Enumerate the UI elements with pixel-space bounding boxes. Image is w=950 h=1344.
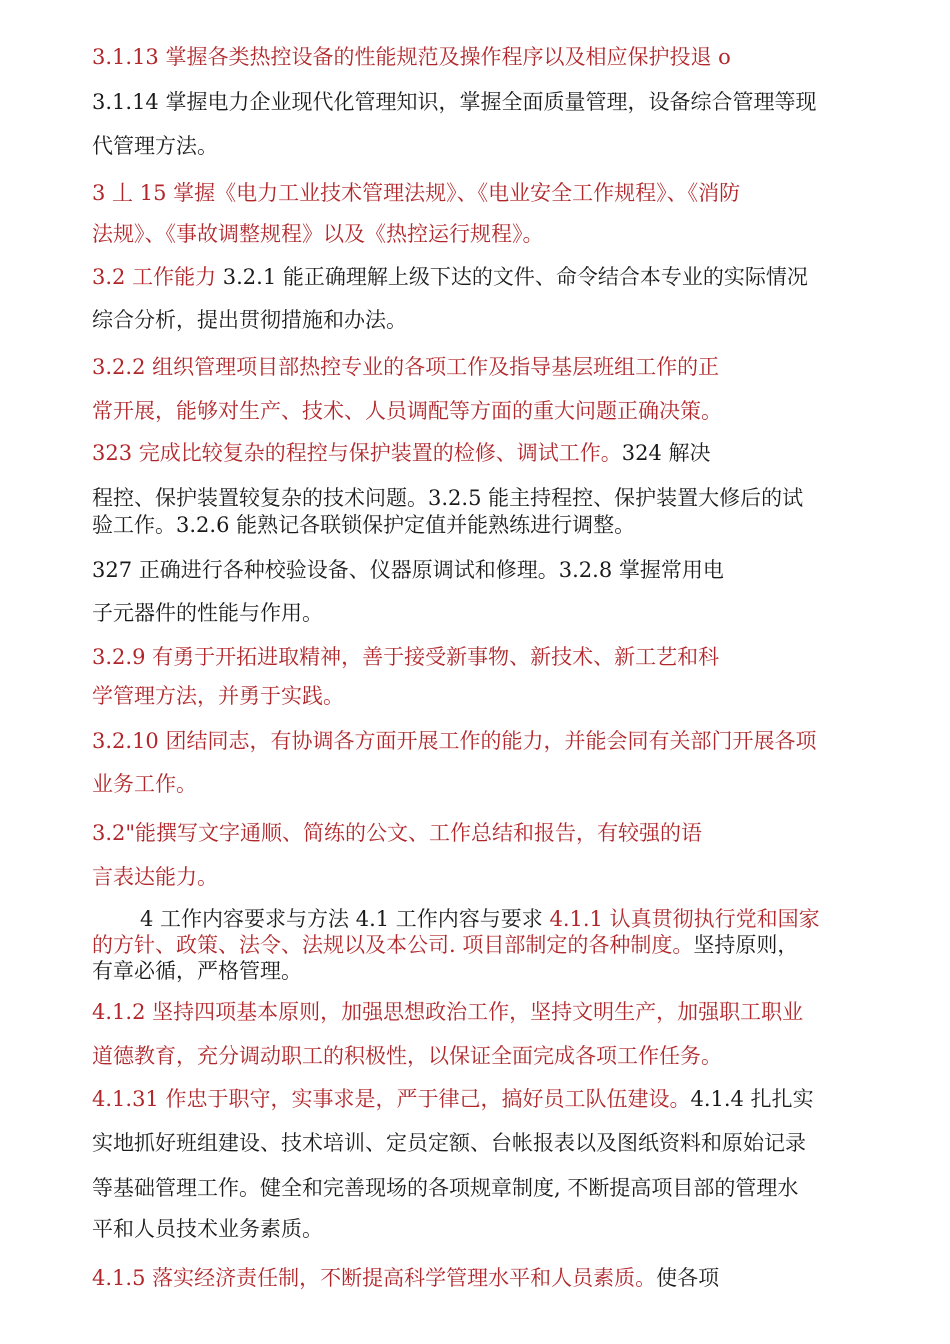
text-span: 3 丄 15 掌握《电力工业技术管理法规》、《电业安全工作规程》、《消防 — [92, 181, 741, 205]
text-line — [92, 440, 711, 466]
text-span: 业务工作。 — [92, 772, 197, 796]
text-span: 4.1.1 认真贯彻执行党和国家 — [549, 907, 820, 931]
text-span: 323 完成比较复杂的程控与保护装置的检修、调试工作。 — [92, 441, 622, 465]
text-span: 3.2.1 能正确理解上级下达的文件、命令结合本专业的实际情况 — [222, 265, 808, 289]
text-span: 有章必循，严格管理。 — [92, 959, 302, 983]
text-span: 学管理方法，并勇于实践。 — [92, 684, 344, 708]
text-line — [92, 644, 719, 670]
text-line — [92, 771, 197, 797]
text-span: 4.1.31 作忠于职守，实事求是，严于律己，搞好员工队伍建设。 — [92, 1087, 691, 1111]
text-span: 327 正确进行各种校验设备、仪器原调试和修理。3.2.8 掌握常用电 — [92, 558, 724, 582]
text-line — [92, 820, 702, 846]
text-line — [92, 683, 344, 709]
text-span: 3.1.14 掌握电力企业现代化管理知识，掌握全面质量管理，设备综合管理等现 — [92, 90, 817, 114]
text-line — [92, 958, 302, 984]
text-line — [92, 354, 719, 380]
text-span: 道德教育，充分调动职工的积极性，以保证全面完成各项工作任务。 — [92, 1044, 722, 1068]
text-line — [92, 307, 407, 333]
text-span: 3.2.10 团结同志，有协调各方面开展工作的能力，并能会同有关部门开展各项 — [92, 729, 817, 753]
text-line — [92, 600, 323, 626]
text-span: 实地抓好班组建设、技术培训、定员定额、台帐报表以及图纸资料和原始记录 — [92, 1131, 806, 1155]
text-span: 坚持原则， — [693, 933, 799, 957]
text-span: 综合分析，提出贯彻措施和办法。 — [92, 308, 407, 332]
text-span: 4.1.2 坚持四项基本原则，加强思想政治工作，坚持文明生产，加强职工职业 — [92, 1000, 804, 1024]
text-line — [92, 1216, 323, 1242]
text-line — [92, 485, 803, 511]
text-span: 的方针、政策、法令、法规以及本公司. 项目部制定的各种制度。 — [92, 933, 694, 957]
text-span: 法规》、《事故调整规程》以及《热控运行规程》。 — [92, 222, 544, 246]
text-line — [92, 1086, 814, 1112]
text-line — [92, 264, 808, 290]
text-line — [92, 1130, 806, 1156]
text-line — [92, 1175, 798, 1201]
text-span: 使各项 — [656, 1266, 720, 1290]
text-line — [92, 89, 816, 115]
text-span: 3.2.2 组织管理项目部热控专业的各项工作及指导基层班组工作的正 — [92, 355, 720, 379]
text-line — [92, 398, 722, 424]
text-line — [92, 1265, 719, 1291]
text-span: 常开展，能够对生产、技术、人员调配等方面的重大问题正确决策。 — [92, 399, 722, 423]
text-span: 3.2 工作能力 — [92, 265, 223, 289]
text-line — [92, 864, 218, 890]
text-line — [92, 44, 731, 70]
text-span: 言表达能力。 — [92, 865, 218, 889]
text-line — [92, 1043, 722, 1069]
text-span: 3.2.9 有勇于开拓进取精神，善于接受新事物、新技术、新工艺和科 — [92, 645, 720, 669]
text-span: 3.2"能撰写文字通顺、简练的公文、工作总结和报告，有较强的语 — [92, 821, 703, 845]
text-line — [92, 133, 218, 159]
text-line — [92, 728, 816, 754]
text-span: 4.1.4 扎扎实 — [690, 1087, 814, 1111]
text-span: 程控、保护装置较复杂的技术问题。3.2.5 能主持程控、保护装置大修后的试 — [92, 486, 804, 510]
text-span: 4 工作内容要求与方法 4.1 工作内容与要求 — [140, 907, 550, 931]
text-span: 平和人员技术业务素质。 — [92, 1217, 323, 1241]
text-line — [92, 180, 740, 206]
text-line — [92, 932, 798, 958]
text-span: 子元器件的性能与作用。 — [92, 601, 323, 625]
text-span: 代管理方法。 — [92, 134, 218, 158]
text-span: 验工作。3.2.6 能熟记各联锁保护定值并能熟练进行调整。 — [92, 513, 636, 537]
text-line — [92, 999, 803, 1025]
text-span: 4.1.5 落实经济责任制，不断提高科学管理水平和人员素质。 — [92, 1266, 657, 1290]
text-line — [140, 906, 820, 932]
text-span: 324 解决 — [621, 441, 711, 465]
text-span: 等基础管理工作。健全和完善现场的各项规章制度, 不断提高项目部的管理水 — [92, 1176, 799, 1200]
text-line — [92, 221, 544, 247]
text-span: 3.1.13 掌握各类热控设备的性能规范及操作程序以及相应保护投退 o — [92, 45, 731, 69]
text-line — [92, 512, 635, 538]
text-line — [92, 557, 724, 583]
